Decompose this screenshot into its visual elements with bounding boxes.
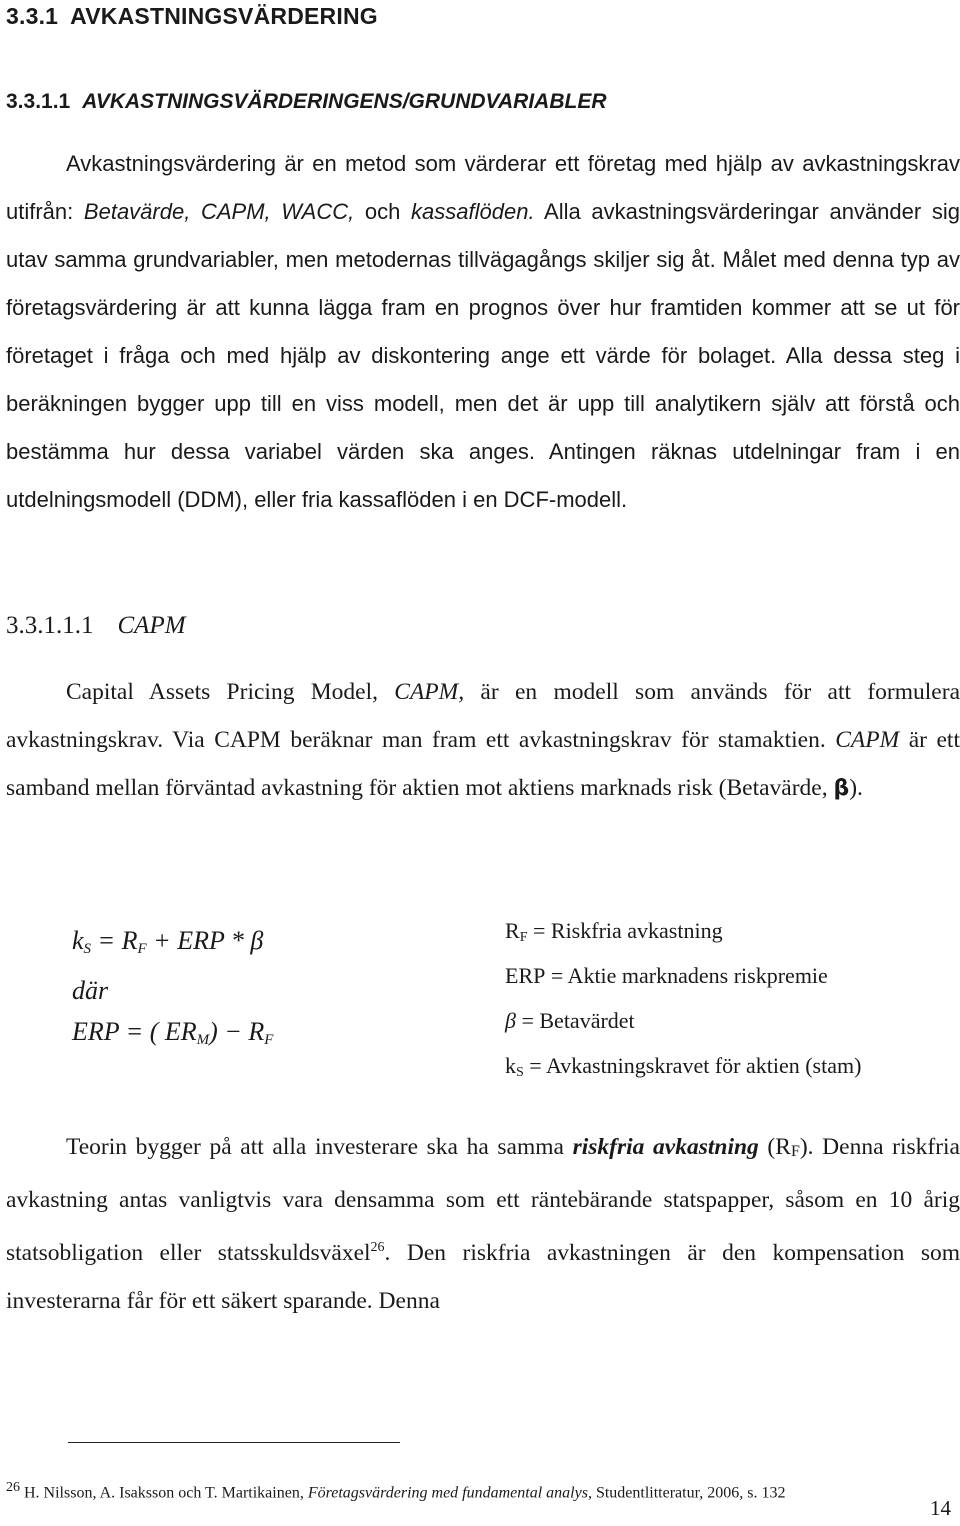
- para1-terms: Betavärde, CAPM, WACC,: [83, 199, 355, 224]
- para2-s1: Capital Assets Pricing Model,: [66, 679, 395, 705]
- para3-s4: . Den riskfria avkastningen är den kompensation som investerarna får för ett säkert sparande. Denna: [6, 1239, 960, 1314]
- paragraph-intro: [6, 140, 960, 524]
- section-heading-3-3-1-1: [6, 90, 607, 114]
- para3-s1: Teorin bygger på att alla investerare ska ha samma: [66, 1134, 573, 1160]
- footnote-number: 26: [6, 1480, 20, 1495]
- para2-s3: är ett samband mellan förväntad avkastning för aktien mot aktiens marknads risk (Betavärde,: [6, 727, 960, 801]
- page-number: 14: [930, 1496, 951, 1520]
- footnote-divider: [68, 1442, 400, 1443]
- section-heading-3-3-1: [6, 3, 378, 30]
- legend-item: $k_S$ = Avkastningskravet för aktien (stam): [505, 1053, 862, 1080]
- footnote-ref[interactable]: 26: [370, 1240, 385, 1255]
- paragraph-capm: [6, 668, 960, 813]
- para1-text3: Målet med denna typ av företagsvärdering är att kunna lägga fram en prognos över hur framtiden kommer att se ut för företaget i fråga och med hjälp av diskontering ange ett värde för bolaget. Alla dessa steg i beräkningen bygger upp till en viss modell, men det är upp till analytikern själv att förstå och bestämma hur dessa variabel värden ska anges. Antingen räknas utdelningar fram i en utdelningsmodell (DDM), eller fria kassaflöden i en DCF-modell.: [6, 247, 960, 512]
- section-heading-capm: [6, 612, 186, 640]
- para1-kassafloden: kassaflöden.: [411, 199, 535, 224]
- footnote-book-title: Företagsvärdering med fundamental analys: [307, 1484, 588, 1502]
- heading-title: AVKASTNINGSVÄRDERINGENS/GRUNDVARIABLER: [82, 90, 607, 113]
- heading-number: 3.3.1.1.1: [6, 612, 94, 639]
- para3-sub: F: [790, 1143, 800, 1160]
- paragraph-riskfree: [6, 1123, 960, 1325]
- heading-title: AVKASTNINGSVÄRDERING: [70, 3, 378, 29]
- para3-bold: riskfria avkastning: [572, 1134, 759, 1160]
- para2-capm1: CAPM,: [394, 679, 465, 705]
- para2-s4: ).: [849, 775, 863, 801]
- para1-text1: Avkastningsvärdering är en metod som värderar ett företag med hjälp av avkastningskrav utifrån:: [6, 151, 960, 224]
- para2-capm2: CAPM: [835, 727, 900, 753]
- legend-item: $R_F$ = Riskfria avkastning: [505, 918, 723, 945]
- legend-item: β = Betavärdet: [505, 1008, 635, 1033]
- para3-s3: ). Denna riskfria avkastning antas vanligtvis vara densamma som ett räntebärande statspapper, såsom en 10 årig statsobligation eller statsskuldsväxel: [6, 1134, 960, 1266]
- para3-s2: (R: [758, 1134, 791, 1160]
- heading-title: CAPM: [117, 612, 186, 639]
- formula-legend: [505, 912, 861, 1092]
- beta-symbol: β: [833, 776, 850, 801]
- formula-line-1: $k_S = R_F$ + ERP * β: [72, 926, 264, 957]
- formula-line-2: där: [72, 976, 109, 1005]
- capm-formula: [72, 920, 273, 1061]
- heading-number: 3.3.1: [6, 3, 59, 29]
- para1-and: och: [354, 199, 412, 224]
- para1-text2: Alla avkastningsvärderingar använder sig utav samma grundvariabler, men metodernas tillvägagångs skiljer sig åt.: [6, 199, 960, 272]
- heading-number: 3.3.1.1: [6, 90, 71, 113]
- formula-line-3: ERP = ( $ER_M) - R_F$: [72, 1017, 274, 1048]
- legend-item: ERP = Aktie marknadens riskpremie: [505, 963, 828, 988]
- footnote: $^{26}$ H. Nilsson, A. Isaksson och T. Martikainen, Företagsvärdering med fundamental analys, Studentlitteratur, 2006, s. 132: [6, 1480, 786, 1502]
- para2-s2: är en modell som används för att formulera avkastningskrav. Via CAPM beräknar man fram ett avkastningskrav för stamaktien.: [6, 679, 960, 753]
